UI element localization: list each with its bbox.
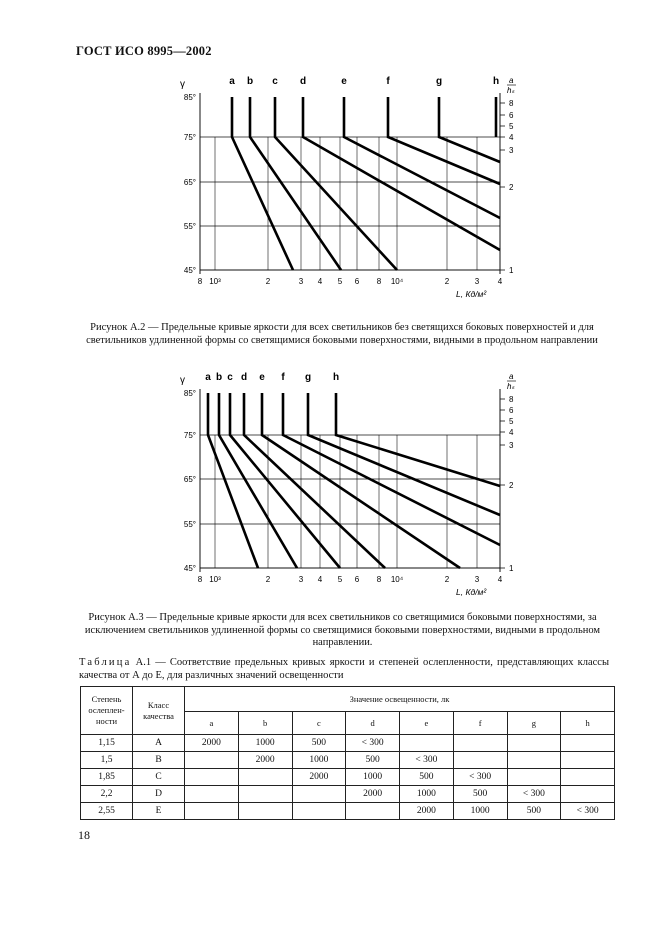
cell-degree: 2,55 xyxy=(81,803,133,820)
table-row xyxy=(81,803,615,820)
cell-value: < 300 xyxy=(561,803,615,820)
curve-g xyxy=(439,97,500,162)
curve-label-c: c xyxy=(272,76,278,87)
right-axis-label-den: hₛ xyxy=(507,382,515,391)
curve-label-c: c xyxy=(227,372,233,383)
cell-value xyxy=(561,786,615,803)
curve-label-h: h xyxy=(332,372,340,383)
cell-value: < 300 xyxy=(453,769,507,786)
x-tick-label: 10³ xyxy=(209,575,221,584)
curve-label-g: g xyxy=(304,372,312,383)
cell-value: 2000 xyxy=(185,735,239,752)
cell-value: 1000 xyxy=(238,735,292,752)
cell-value xyxy=(507,769,561,786)
curve-label-d: d xyxy=(240,372,248,383)
y-tick-label: 65° xyxy=(183,475,196,484)
figure-a2-caption: Рисунок А.2 — Предельные кривые яркости для всех светильников без светящихся боковых поверхностей и для светильников удлиненной формы со светящимися боковыми поверхностями, видными в продольном направлении xyxy=(86,322,598,346)
y-axis-label: γ xyxy=(180,375,185,386)
right-tick-label: 5 xyxy=(509,122,514,131)
cell-value: 1000 xyxy=(400,786,454,803)
cell-value xyxy=(453,752,507,769)
x-tick-label: 8 xyxy=(197,575,203,584)
y-tick-label: 45° xyxy=(183,564,196,573)
table-a1-title-lead: Таблица xyxy=(79,657,132,668)
x-tick-label: 10⁴ xyxy=(390,277,404,286)
x-tick-label: 5 xyxy=(337,575,343,584)
cell-value xyxy=(453,735,507,752)
cell-value xyxy=(185,803,239,820)
illuminance-subheader-e: e xyxy=(400,712,454,735)
curve-label-e: e xyxy=(341,76,347,87)
right-tick-label: 1 xyxy=(509,564,514,573)
x-tick-label: 3 xyxy=(298,277,304,286)
cell-value: 2000 xyxy=(400,803,454,820)
cell-value: < 300 xyxy=(346,735,400,752)
curve-label-h: h xyxy=(492,76,500,87)
right-axis-label-num: a xyxy=(509,372,514,381)
curve-label-b: b xyxy=(215,372,223,383)
curve-d xyxy=(244,393,385,568)
x-tick-label: 4 xyxy=(317,277,323,286)
curve-label-f: f xyxy=(386,76,390,87)
col-illuminance-header: Значение освещенности, лк xyxy=(185,687,615,712)
cell-value: < 300 xyxy=(507,786,561,803)
cell-degree: 1,15 xyxy=(81,735,133,752)
right-tick-label: 3 xyxy=(509,146,514,155)
cell-value: 2000 xyxy=(238,752,292,769)
table-a1-title xyxy=(79,657,609,682)
cell-value xyxy=(238,786,292,803)
x-axis-label: L, Кд/м² xyxy=(456,587,487,597)
cell-class: A xyxy=(133,735,185,752)
cell-value: 500 xyxy=(400,769,454,786)
cell-value: 2000 xyxy=(346,786,400,803)
y-tick-label: 85° xyxy=(183,389,196,398)
illuminance-subheader-h: h xyxy=(561,712,615,735)
table-row xyxy=(81,786,615,803)
table-row xyxy=(81,752,615,769)
y-tick-label: 75° xyxy=(183,431,196,440)
table-a1 xyxy=(80,686,615,820)
curve-d xyxy=(303,97,500,250)
curve-label-g: g xyxy=(435,76,443,87)
right-tick-label: 4 xyxy=(509,428,514,437)
figure-a3-caption: Рисунок А.3 — Предельные кривые яркости для всех светильников со светящимися боковыми поверхностями, за исключением светильников удлиненной формы со светящимися боковыми поверхностями, видными в продольном направлении. xyxy=(84,612,601,648)
cell-value xyxy=(400,735,454,752)
illuminance-subheader-b: b xyxy=(238,712,292,735)
cell-value: 500 xyxy=(453,786,507,803)
cell-value: < 300 xyxy=(400,752,454,769)
cell-class: E xyxy=(133,803,185,820)
right-tick-label: 4 xyxy=(509,133,514,142)
cell-value: 2000 xyxy=(292,769,346,786)
cell-value xyxy=(507,735,561,752)
page-number: 18 xyxy=(78,828,90,842)
curve-b xyxy=(250,97,341,270)
curve-f xyxy=(388,97,500,184)
x-axis-label: L, Кд/м² xyxy=(456,289,487,299)
cell-value xyxy=(185,786,239,803)
cell-value xyxy=(185,752,239,769)
curve-label-a: a xyxy=(229,76,235,87)
x-tick-label: 3 xyxy=(474,277,480,286)
col-degree-header: Степень ослеплен-ности xyxy=(81,687,133,735)
curve-a xyxy=(208,393,258,568)
cell-value xyxy=(238,803,292,820)
curve-label-f: f xyxy=(281,372,285,383)
table-a1-title-text: А.1 — Соответствие предельных кривых яркости и степеней ослепленности, представляющих классы качества от А до Е, для различных значений освещенности xyxy=(79,657,609,681)
right-axis-label-num: a xyxy=(509,76,514,85)
x-tick-label: 3 xyxy=(298,575,304,584)
cell-degree: 1,85 xyxy=(81,769,133,786)
x-tick-label: 2 xyxy=(265,575,271,584)
x-tick-label: 8 xyxy=(376,575,382,584)
curve-a xyxy=(232,97,293,270)
right-tick-label: 8 xyxy=(509,395,514,404)
cell-class: D xyxy=(133,786,185,803)
table-row xyxy=(81,769,615,786)
cell-value: 500 xyxy=(292,735,346,752)
document-header: ГОСТ ИСО 8995—2002 xyxy=(76,44,212,58)
illuminance-subheader-f: f xyxy=(453,712,507,735)
cell-value xyxy=(292,786,346,803)
cell-value xyxy=(561,752,615,769)
right-tick-label: 2 xyxy=(509,183,514,192)
curve-label-e: e xyxy=(259,372,265,383)
curve-label-a: a xyxy=(205,372,211,383)
curve-label-b: b xyxy=(246,76,254,87)
curve-e xyxy=(344,97,500,218)
cell-value: 1000 xyxy=(292,752,346,769)
x-tick-label: 8 xyxy=(197,277,203,286)
x-tick-label: 10⁴ xyxy=(390,575,404,584)
y-tick-label: 55° xyxy=(183,222,196,231)
x-tick-label: 2 xyxy=(444,277,450,286)
cell-value xyxy=(292,803,346,820)
cell-value xyxy=(346,803,400,820)
table-row xyxy=(81,735,615,752)
cell-degree: 2,2 xyxy=(81,786,133,803)
y-tick-label: 85° xyxy=(183,93,196,102)
cell-value xyxy=(238,769,292,786)
y-axis-label: γ xyxy=(180,79,185,90)
x-tick-label: 10³ xyxy=(209,277,221,286)
cell-value xyxy=(185,769,239,786)
curve-h xyxy=(336,393,500,486)
right-tick-label: 6 xyxy=(509,111,514,120)
cell-value xyxy=(507,752,561,769)
right-tick-label: 6 xyxy=(509,406,514,415)
cell-value xyxy=(561,735,615,752)
right-tick-label: 3 xyxy=(509,441,514,450)
illuminance-subheader-a: a xyxy=(185,712,239,735)
cell-value: 500 xyxy=(507,803,561,820)
cell-degree: 1,5 xyxy=(81,752,133,769)
x-tick-label: 3 xyxy=(474,575,480,584)
x-tick-label: 4 xyxy=(317,575,323,584)
cell-class: C xyxy=(133,769,185,786)
illuminance-subheader-c: c xyxy=(292,712,346,735)
figure-a2-chart xyxy=(160,70,530,302)
illuminance-subheader-g: g xyxy=(507,712,561,735)
cell-class: B xyxy=(133,752,185,769)
y-tick-label: 55° xyxy=(183,520,196,529)
x-tick-label: 6 xyxy=(354,575,360,584)
right-tick-label: 5 xyxy=(509,417,514,426)
x-tick-label: 6 xyxy=(354,277,360,286)
figure-a3-chart xyxy=(160,365,530,605)
cell-value xyxy=(561,769,615,786)
curve-label-d: d xyxy=(299,76,307,87)
illuminance-subheader-d: d xyxy=(346,712,400,735)
y-tick-label: 65° xyxy=(183,178,196,187)
y-tick-label: 45° xyxy=(183,266,196,275)
x-tick-label: 4 xyxy=(497,575,503,584)
right-tick-label: 1 xyxy=(509,266,514,275)
cell-value: 500 xyxy=(346,752,400,769)
x-tick-label: 2 xyxy=(444,575,450,584)
col-class-header: Класс качества xyxy=(133,687,185,735)
y-tick-label: 75° xyxy=(183,133,196,142)
cell-value: 1000 xyxy=(453,803,507,820)
right-tick-label: 8 xyxy=(509,99,514,108)
x-tick-label: 5 xyxy=(337,277,343,286)
x-tick-label: 2 xyxy=(265,277,271,286)
cell-value: 1000 xyxy=(346,769,400,786)
x-tick-label: 4 xyxy=(497,277,503,286)
right-tick-label: 2 xyxy=(509,481,514,490)
x-tick-label: 8 xyxy=(376,277,382,286)
right-axis-label-den: hₛ xyxy=(507,86,515,95)
